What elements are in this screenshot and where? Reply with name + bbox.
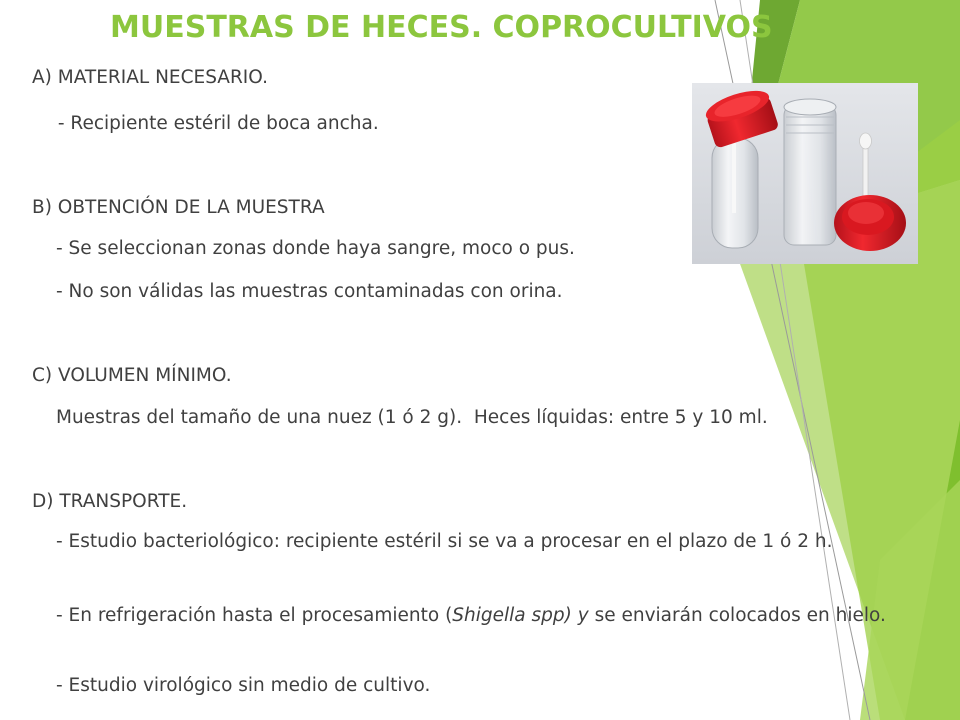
section-d-heading: D) TRANSPORTE. [32,491,188,512]
section-d-line-1: - Estudio bacteriológico: recipiente estéril si se va a procesar en el plazo de 1 ó 2 h. [56,531,833,552]
section-c-line: Muestras del tamaño de una nuez (1 ó 2 g). Heces líquidas: entre 5 y 10 ml. [56,407,768,428]
middle-tube-rim [784,99,836,115]
section-b-heading: B) OBTENCIÓN DE LA MUESTRA [32,197,325,218]
section-d-line-2-pre: - En refrigeración hasta el procesamiento ( [56,605,453,626]
species-name: Shigella spp) y [452,605,589,626]
right-red-cap [834,195,906,251]
section-b-line-2: - No son válidas las muestras contaminadas con orina. [56,281,563,302]
section-a-heading: A) MATERIAL NECESARIO. [32,67,268,88]
section-d-line-2-post: se enviarán colocados en hielo. [588,605,886,626]
left-tube-spoon [732,143,736,213]
section-d-line-3: - Estudio virológico sin medio de cultivo. [56,675,431,696]
section-d-line-2 [56,604,936,628]
middle-tube-body [784,105,836,245]
section-a-line: - Recipiente estéril de boca ancha. [52,113,379,134]
section-c-heading: C) VOLUMEN MÍNIMO. [32,365,232,386]
section-b-line-1: - Se seleccionan zonas donde haya sangre, moco o pus. [56,238,575,259]
sterile-container-icon [692,83,918,264]
slide-title: MUESTRAS DE HECES. COPROCULTIVOS [110,10,773,45]
